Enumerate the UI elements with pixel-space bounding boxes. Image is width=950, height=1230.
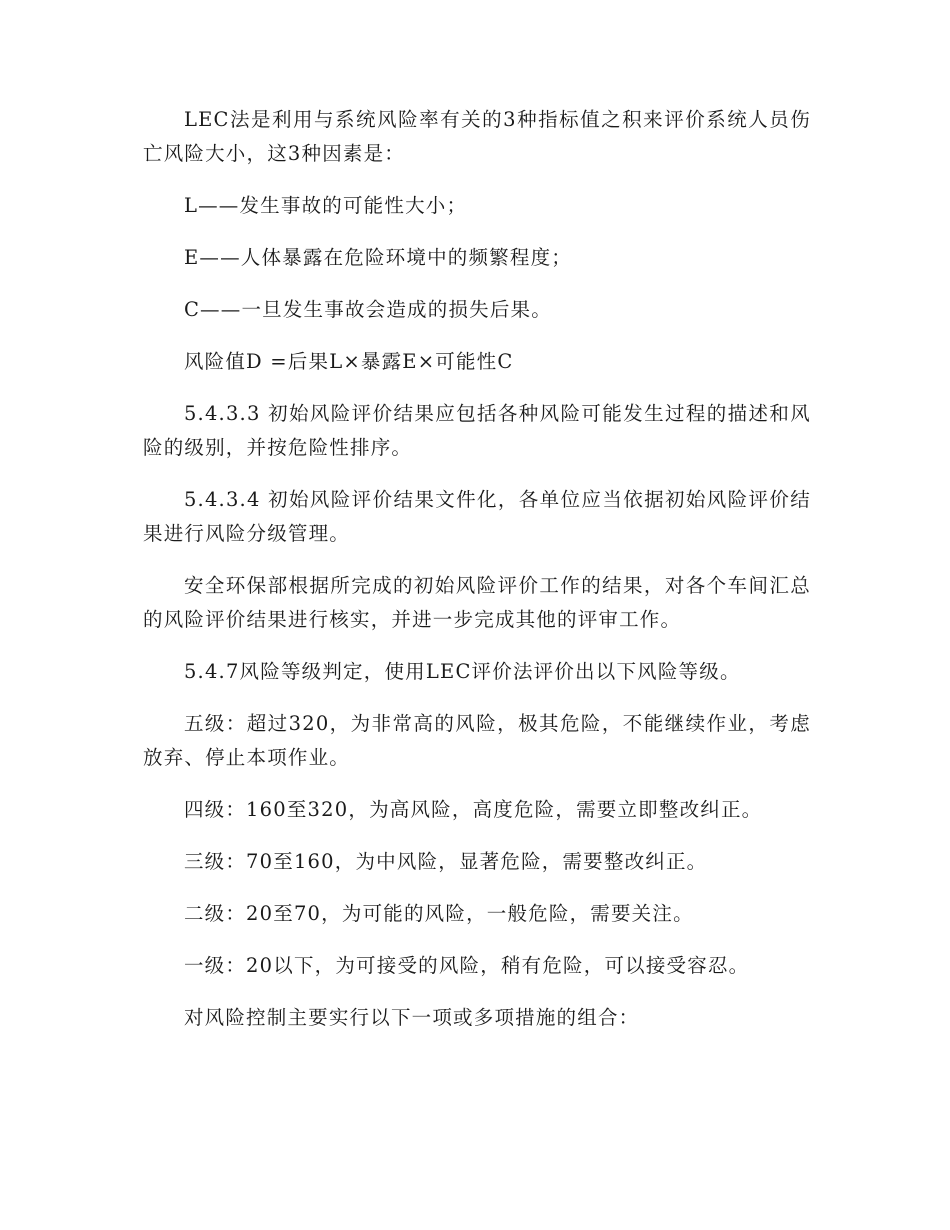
paragraph-5-4-3-4: 5.4.3.4 初始风险评价结果文件化，各单位应当依据初始风险评价结果进行风险分级管理。 bbox=[143, 488, 811, 545]
paragraph-level-3: 三级：70至160，为中风险，显著危险，需要整改纠正。 bbox=[183, 850, 708, 873]
paragraph-factor-e: E——人体暴露在危险环境中的频繁程度； bbox=[183, 246, 572, 269]
paragraph-5-4-3-3: 5.4.3.3 初始风险评价结果应包括各种风险可能发生过程的描述和风险的级别，并按危险性排序。 bbox=[143, 402, 811, 459]
paragraph-factor-l: L——发生事故的可能性大小； bbox=[183, 194, 468, 217]
document-body bbox=[143, 103, 811, 1053]
paragraph-risk-formula: 风险值D =后果L×暴露E×可能性C bbox=[183, 350, 514, 373]
paragraph-control-measures: 对风险控制主要实行以下一项或多项措施的组合： bbox=[183, 1006, 640, 1029]
paragraph-level-5: 五级：超过320，为非常高的风险，极其危险，不能继续作业，考虑放弃、停止本项作业。 bbox=[143, 712, 811, 769]
paragraph-level-2: 二级：20至70，为可能的风险，一般危险，需要关注。 bbox=[183, 902, 694, 925]
paragraph-safety-dept: 安全环保部根据所完成的初始风险评价工作的结果，对各个车间汇总的风险评价结果进行核实，并进一步完成其他的评审工作。 bbox=[143, 574, 811, 631]
paragraph-level-1: 一级：20以下，为可接受的风险，稍有危险，可以接受容忍。 bbox=[183, 954, 750, 977]
paragraph-lec-intro: LEC法是利用与系统风险率有关的3种指标值之积来评价系统人员伤亡风险大小，这3种因素是： bbox=[143, 108, 811, 165]
paragraph-level-4: 四级：160至320，为高风险，高度危险，需要立即整改纠正。 bbox=[183, 798, 763, 821]
paragraph-5-4-7: 5.4.7风险等级判定，使用LEC评价法评价出以下风险等级。 bbox=[183, 660, 741, 683]
paragraph-factor-c: C——一旦发生事故会造成的损失后果。 bbox=[183, 298, 552, 321]
